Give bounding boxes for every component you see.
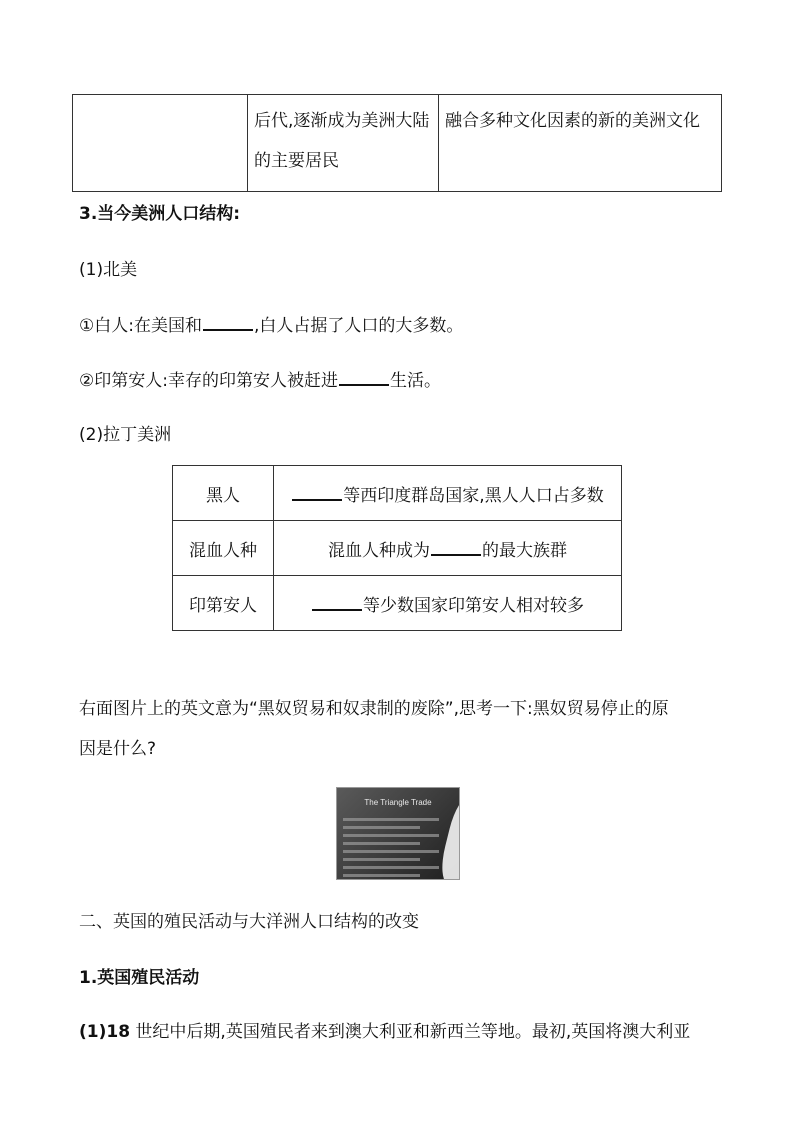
fill-blank[interactable] [292,481,342,501]
section-two-title: 二、英国的殖民活动与大洋洲人口结构的改变 [79,912,419,932]
section-3-title: 3.当今美洲人口结构: [79,204,241,224]
table-row [173,521,622,576]
table-row [173,466,622,521]
table-cell-residents: 后代,逐渐成为美洲大陆的主要居民 [248,95,439,192]
table-row [173,576,622,631]
slide-title: The Triangle Trade [364,798,432,807]
continuation-table [72,94,722,192]
north-america-item-2: ②印第安人:幸存的印第安人被赶进 生活。 [79,366,441,395]
fill-blank[interactable] [203,311,253,331]
fill-blank[interactable] [339,366,389,386]
table-cell-group: 黑人 [173,466,274,521]
question-line-1: 右面图片上的英文意为“黑奴贸易和奴隶制的废除”,思考一下:黑奴贸易停止的原 [79,699,669,719]
table-cell-group: 印第安人 [173,576,274,631]
table-cell-culture: 融合多种文化因素的新的美洲文化 [439,95,722,192]
british-colonial-title: 1.英国殖民活动 [79,968,200,988]
fill-blank[interactable] [312,591,362,611]
table-cell-desc: 等少数国家印第安人相对较多 [274,576,622,631]
table-cell-empty [73,95,248,192]
slide-bullets [343,818,439,880]
triangle-trade-slide-image [336,787,460,880]
north-america-item-1: ①白人:在美国和 ,白人占据了人口的大多数。 [79,311,463,340]
table-row [73,95,722,192]
fill-blank[interactable] [431,536,481,556]
question-line-2: 因是什么? [79,739,157,759]
table-cell-group: 混血人种 [173,521,274,576]
table-cell-desc: 混血人种成为 的最大族群 [274,521,622,576]
latin-america-heading: (2)拉丁美洲 [79,425,172,445]
table-cell-desc: 等西印度群岛国家,黑人人口占多数 [274,466,622,521]
north-america-heading: (1)北美 [79,260,138,280]
british-colonial-paragraph: (1)18 世纪中后期,英国殖民者来到澳大利亚和新西兰等地。最初,英国将澳大利亚 [79,1022,691,1042]
latin-america-table [172,465,622,631]
